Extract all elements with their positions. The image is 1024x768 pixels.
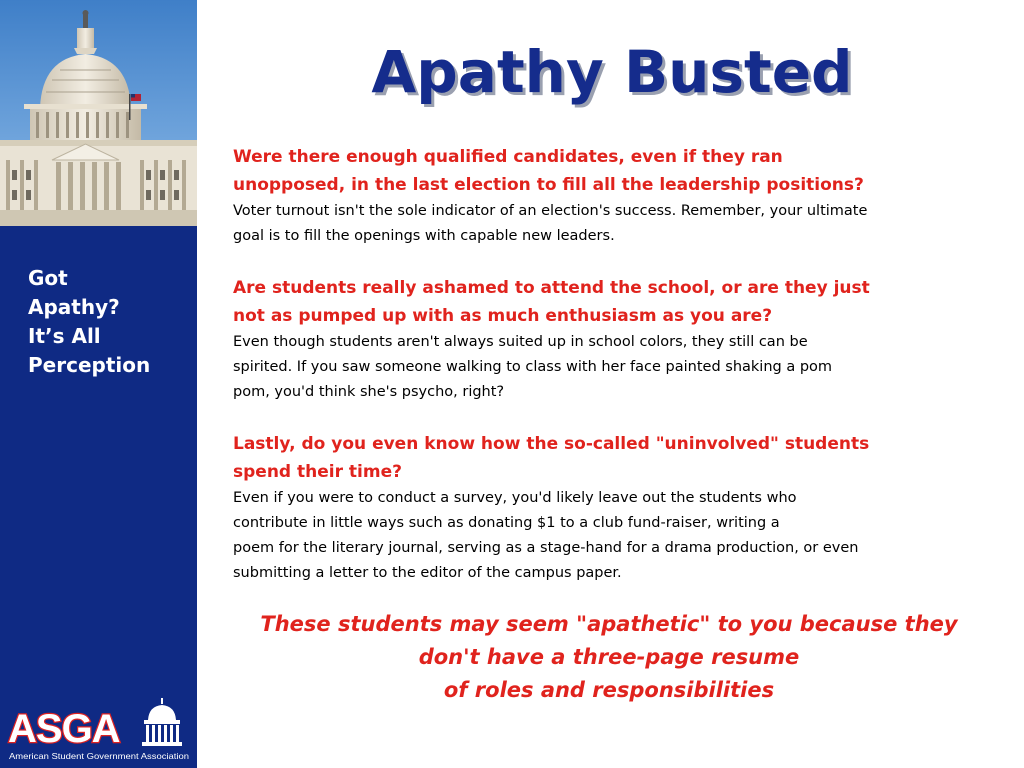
answer-line: Even if you were to conduct a survey, you'd likely leave out the students who (233, 490, 797, 506)
sidebar-line: It’s All (28, 324, 101, 348)
answer-line: goal is to fill the openings with capable new leaders. (233, 228, 615, 244)
asga-logo (6, 696, 192, 764)
answer-line: submitting a letter to the editor of the campus paper. (233, 565, 622, 581)
section-2 (233, 274, 995, 405)
conclusion-line: These students may seem "apathetic" to you because they (260, 612, 958, 636)
page-title: Apathy Busted (371, 38, 853, 106)
sidebar-caption (28, 264, 193, 380)
answer-line: pom, you'd think she's psycho, right? (233, 384, 505, 400)
capitol-building-photo (0, 0, 197, 226)
section-1 (233, 143, 995, 249)
section-3 (233, 430, 995, 586)
conclusion (214, 608, 1004, 707)
question-line: unopposed, in the last election to fill all the leadership positions? (233, 175, 864, 195)
conclusion-line: don't have a three-page resume (418, 645, 800, 669)
question-line: Lastly, do you even know how the so-called "uninvolved" students (233, 434, 870, 454)
conclusion-line: of roles and responsibilities (443, 678, 775, 702)
question-line: spend their time? (233, 462, 402, 482)
answer-line: poem for the literary journal, serving as a stage-hand for a drama production, or even (233, 540, 859, 556)
logo-subtitle: American Student Government Association (9, 752, 190, 761)
content-body (233, 143, 995, 586)
question-line: not as pumped up with as much enthusiasm as you are? (233, 306, 773, 326)
logo-text: ASGA (8, 707, 120, 751)
answer-line: Even though students aren't always suited up in school colors, they still can be (233, 334, 808, 350)
sidebar (0, 0, 197, 768)
sidebar-line: Perception (28, 353, 151, 377)
question-line: Are students really ashamed to attend the school, or are they just (233, 278, 870, 298)
answer-line: Voter turnout isn't the sole indicator of an election's success. Remember, your ultimate (233, 203, 868, 219)
sidebar-line: Apathy? (28, 295, 120, 319)
answer-line: spirited. If you saw someone walking to class with her face painted shaking a pom (233, 359, 833, 375)
answer-line: contribute in little ways such as donating $1 to a club fund-raiser, writing a (233, 515, 780, 531)
sidebar-line: Got (28, 266, 68, 290)
question-line: Were there enough qualified candidates, even if they ran (233, 147, 783, 167)
